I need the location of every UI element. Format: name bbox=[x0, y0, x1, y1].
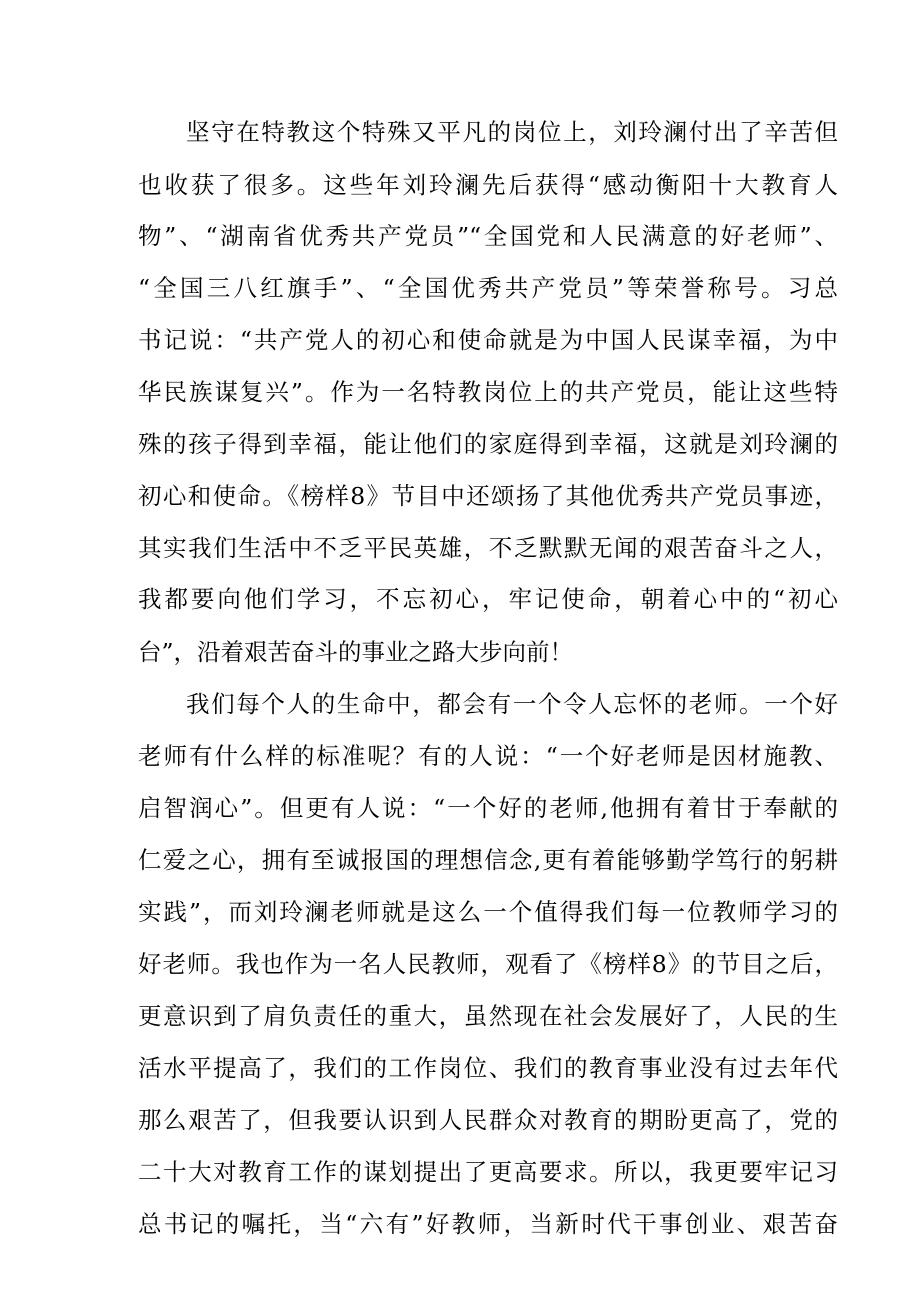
paragraph-1-line-1: 坚守在特教这个特殊又平凡的岗位上，刘玲澜付出了辛苦但 bbox=[186, 118, 838, 146]
paragraph-1-line-9: 其实我们生活中不乏平民英雄，不乏默默无闻的艰苦奋斗之人， bbox=[138, 534, 838, 562]
paragraph-1-line-4: “全国三八红旗手”、“全国优秀共产党员”等荣誉称号。习总 bbox=[138, 274, 838, 302]
paragraph-2-line-7: 更意识到了肩负责任的重大，虽然现在社会发展好了，人民的生 bbox=[138, 1002, 838, 1030]
paragraph-2-line-4: 仁爱之心，拥有至诚报国的理想信念,更有着能够勤学笃行的躬耕 bbox=[138, 846, 838, 874]
paragraph-2-line-3: 启智润心”。但更有人说：“一个好的老师,他拥有着甘于奉献的 bbox=[138, 794, 838, 822]
paragraph-2-line-11: 总书记的嘱托，当“六有”好教师，当新时代干事创业、艰苦奋 bbox=[138, 1210, 838, 1238]
paragraph-2-line-5: 实践”，而刘玲澜老师就是这么一个值得我们每一位教师学习的 bbox=[138, 898, 838, 926]
paragraph-1-line-3: 物”、“湖南省优秀共产党员”“全国党和人民满意的好老师”、 bbox=[138, 222, 838, 250]
paragraph-2-line-10: 二十大对教育工作的谋划提出了更高要求。所以，我更要牢记习 bbox=[138, 1158, 838, 1186]
paragraph-1-line-6: 华民族谋复兴”。作为一名特教岗位上的共产党员，能让这些特 bbox=[138, 378, 838, 406]
paragraph-2-line-2: 老师有什么样的标准呢？有的人说：“一个好老师是因材施教、 bbox=[138, 742, 838, 770]
paragraph-2-line-6: 好老师。我也作为一名人民教师，观看了《榜样8》的节目之后， bbox=[138, 950, 838, 978]
paragraph-2-line-1: 我们每个人的生命中，都会有一个令人忘怀的老师。一个好 bbox=[186, 690, 838, 718]
paragraph-1-line-2: 也收获了很多。这些年刘玲澜先后获得“感动衡阳十大教育人 bbox=[138, 171, 838, 199]
paragraph-1-line-7: 殊的孩子得到幸福，能让他们的家庭得到幸福，这就是刘玲澜的 bbox=[138, 430, 838, 458]
paragraph-1-line-5: 书记说：“共产党人的初心和使命就是为中国人民谋幸福，为中 bbox=[138, 326, 838, 354]
paragraph-2-line-9: 那么艰苦了，但我要认识到人民群众对教育的期盼更高了，党的 bbox=[138, 1106, 838, 1134]
paragraph-2-line-8: 活水平提高了，我们的工作岗位、我们的教育事业没有过去年代 bbox=[138, 1054, 838, 1082]
paragraph-1-line-11: 台”，沿着艰苦奋斗的事业之路大步向前！ bbox=[138, 638, 574, 666]
paragraph-1-line-10: 我都要向他们学习，不忘初心，牢记使命，朝着心中的“初心 bbox=[138, 585, 838, 613]
paragraph-1-line-8: 初心和使命。《榜样8》节目中还颂扬了其他优秀共产党员事迹， bbox=[138, 482, 838, 510]
